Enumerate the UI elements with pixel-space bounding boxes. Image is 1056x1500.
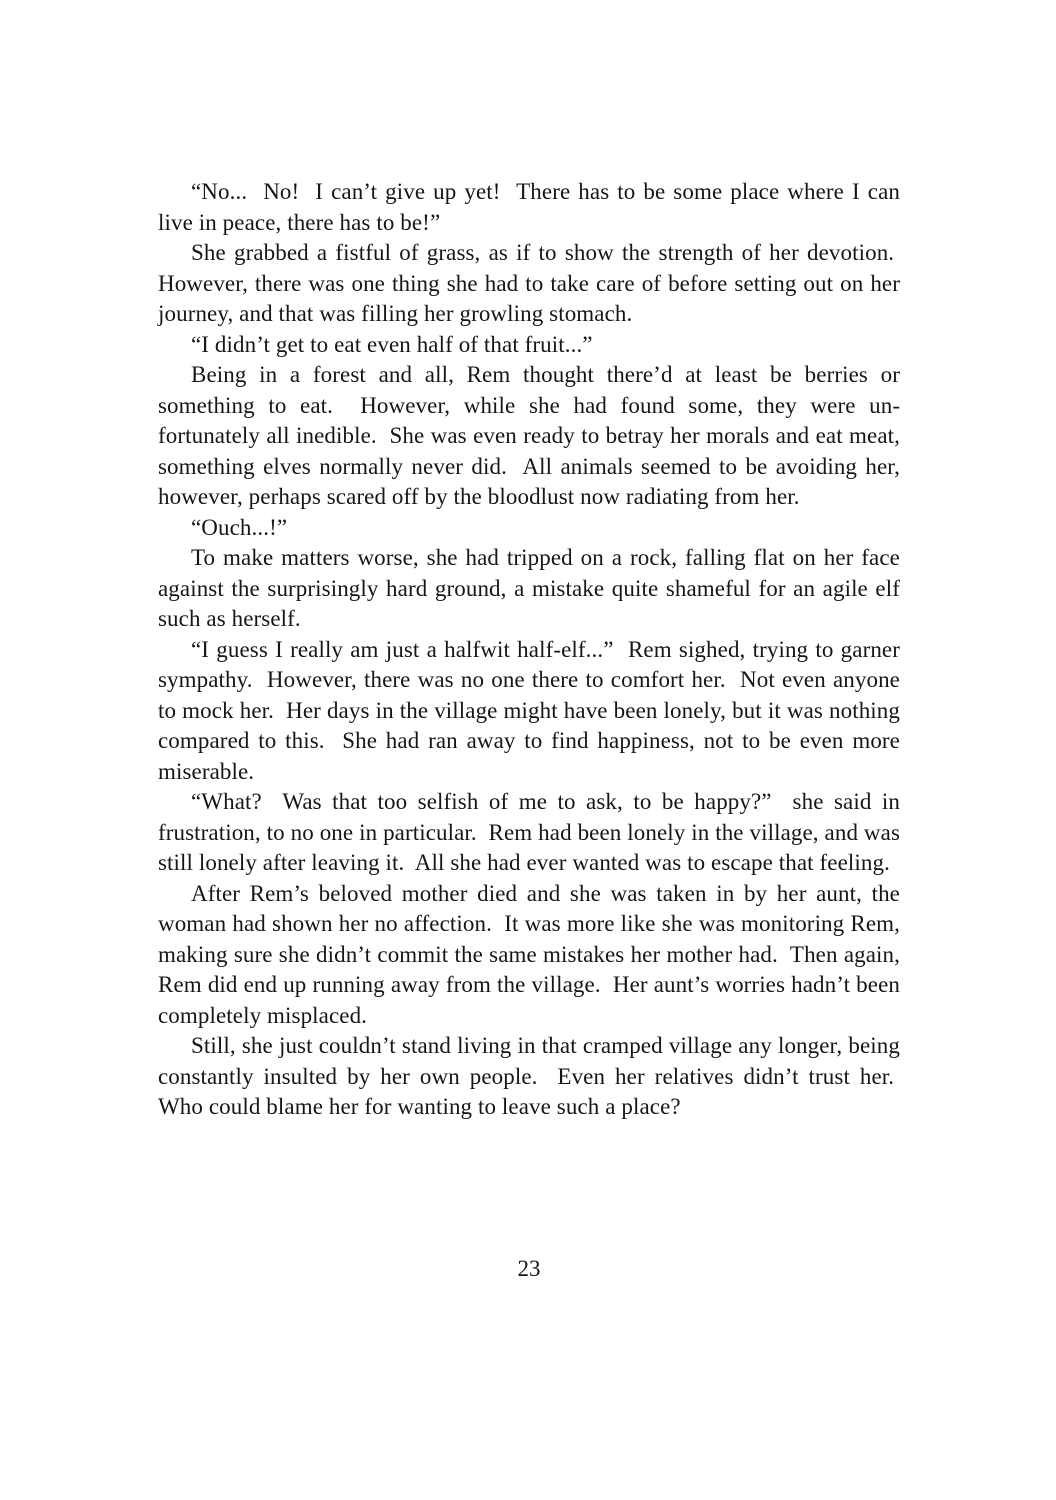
paragraph: After Rem’s beloved mother died and she was taken in by her aunt, the woman had shown her no affection. It was more like she was monitoring Rem, making sure she didn’t commit the same mistakes her mother had. Then again, Rem did end up running away from the village. Her aunt’s worries hadn’t been completely misplaced. (158, 880, 900, 1028)
paragraph: Being in a forest and all, Rem thought there’d at least be berries or something to eat. However, while she had found some, they were unfortunately all inedible. She was even ready to betray her morals and eat meat, something elves normally never did. All animals seemed to be avoiding her, however, perhaps scared off by the bloodlust now radiating from her. (158, 362, 900, 509)
paragraph: “I didn’t get to eat even half of that fruit...” (191, 331, 593, 357)
page-text (158, 177, 900, 1123)
paragraph: “No... No! I can’t give up yet! There has to be some place where I can live in peace, there has to be!” (158, 179, 900, 235)
page-number: 23 (517, 1256, 541, 1281)
paragraph: “What? Was that too selfish of me to ask, to be happy?” she said in frustration, to no one in particular. Rem had been lonely in the village, and was still lonely after leaving it. All she had ever wanted was to escape that feeling. (158, 789, 900, 875)
paragraph: “I guess I really am just a halfwit half-elf...” Rem sighed, trying to garner sympathy. However, there was no one there to comfort her. Not even anyone to mock her. Her days in the village might have been lonely, but it was nothing compared to this. She had ran away to find happiness, not to be even more miserable. (158, 636, 900, 784)
paragraph: Still, she just couldn’t stand living in that cramped village any longer, being constantly insulted by her own people. Even her relatives didn’t trust her. Who could blame her for wanting to leave such a place? (158, 1033, 900, 1119)
paragraph: “Ouch...!” (191, 514, 288, 540)
paragraph: To make matters worse, she had tripped on a rock, falling flat on her face against the surprisingly hard ground, a mistake quite shameful for an agile elf such as herself. (158, 545, 900, 631)
paragraph: She grabbed a fistful of grass, as if to show the strength of her devotion. However, there was one thing she had to take care of before setting out on her journey, and that was filling her growling stomach. (158, 240, 900, 326)
